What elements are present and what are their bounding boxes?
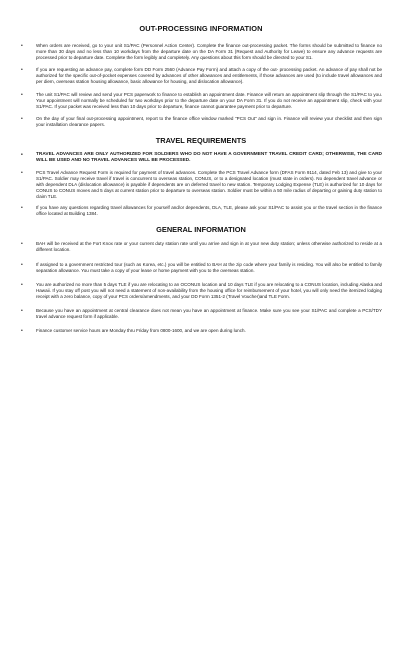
bullet-icon: • <box>21 307 23 314</box>
item-text: If you have any questions regarding travel allowances for yourself and/or dependents, DLA, TLE, please ask your S1/PAC to assist you or the travel section in the finance office located at Building 1384. <box>36 205 382 217</box>
section-heading: OUT-PROCESSING INFORMATION <box>139 24 263 33</box>
list-item <box>20 67 382 85</box>
item-text: BAH will be received at the Fort Knox rate or your current duty station rate until you arrive and sign in at your new duty station; unless otherwise authorized to reside at a different location. <box>36 241 382 253</box>
item-text: Finance customer service hours are Monday thru Friday from 0800-1600, and we are open during lunch. <box>36 328 246 334</box>
bullet-icon: • <box>21 241 23 248</box>
item-text: If you are requesting an advance pay, complete form DD Form 2560 (Advance Pay Form) and attach a copy of the out- processing packet. An advance of pay shall not be authorized for the specific out-of-pocket expenses covered by advances of other allowances and entitlements, if those advances are used (to include travel allowances and per diem, overseas station housing allowance, basic allowance for housing, and dislocation allowance). <box>36 67 382 85</box>
bullet-icon: • <box>21 67 23 74</box>
item-text: You are authorized no more than 5 days TLE if you are relocating to an OCONUS location and 10 days TLE if you are relocating to a CONUS location, including Alaska and Hawaii. If you stay off post you will not need a statement of non-availability from the housing office for reimbursement of your hotel, you will only need the itemized lodging receipt with a zero balance, copy of your PCS orders/amendments, and your DD Form 1351-2 (Travel Voucher)and TLE Form. <box>36 281 382 299</box>
section-heading: GENERAL INFORMATION <box>156 225 246 235</box>
list-item <box>20 170 382 200</box>
bullet-icon: • <box>21 152 23 159</box>
section-travel-requirements <box>20 136 382 217</box>
list-item <box>20 262 382 274</box>
bullet-icon: • <box>21 91 23 98</box>
section-general-information <box>20 225 382 334</box>
bullet-list <box>20 43 382 128</box>
bullet-icon: • <box>21 43 23 49</box>
list-item <box>20 282 382 300</box>
list-item <box>20 116 382 128</box>
list-item <box>20 205 382 217</box>
bullet-icon: • <box>21 261 23 268</box>
bullet-icon: • <box>21 281 23 288</box>
list-item <box>20 92 382 110</box>
bullet-icon: • <box>21 328 23 335</box>
item-text: PCS Travel Advance Request Form is required for payment of travel advances. Complete the PCS Travel Advance form (DFAS Form 9114, dated Feb 13) and give to your S1/PAC. Soldier may receive travel if travel is concurrent to overseas station, CONUS, or to a designated location (must state in orders). No dependent travel advance or with dependent DLA (dislocation allowance) is payable if dependents are on deferred travel to new station. Temporary Lodging Expense (TLE) is authorized for 10 days for CONUS to CONUS moves and 5 days at current station prior to departure to overseas station. Soldier must be within a 50 mile radius of departing or gaining duty station to claim TLE. <box>36 169 382 199</box>
item-text: On the day of your final out-processing appointment, report to the finance office window marked "PCS Out" and sign in. Finance will review your checklist and then sign your installation clearance papers. <box>36 116 382 128</box>
item-text: TRAVEL ADVANCES ARE ONLY AUTHORIZED FOR SOLDIERS WHO DO NOT HAVE A GOVERNMENT TRAVEL CREDIT CARD; OTHERWISE, THE CARD WILL BE USED AND NO TRAVEL ADVANCES WILL BE PROCESSED. <box>36 152 382 164</box>
item-text: When orders are received, go to your unit S1/PAC (Personnel Action Center). Complete the finance out-processing packet. The forms should be submitted to finance no more than 30 days and no less than 10 workdays from the departure date on the DA Form 31 (Request and Authority for Leave) to ensure any advance requests are processed prior to departure date. Complete the form legibly and completely. Any questions about this form should be directed to your S1. <box>36 43 382 60</box>
section-out-processing <box>20 24 382 128</box>
bullet-list <box>20 152 382 217</box>
list-item <box>20 241 382 253</box>
bullet-list <box>20 241 382 334</box>
bullet-icon: • <box>21 205 23 212</box>
item-text: Because you have an appointment at central clearance does not mean you have an appointment at finance. Make sure you see your S1/PAC and complete a PCS/TDY travel advance request form if applicable. <box>36 307 382 319</box>
bullet-icon: • <box>21 169 23 176</box>
list-item <box>20 308 382 320</box>
item-text: If assigned to a government restricted tour (such as Korea, etc.) you will be entitled to BAH at the zip code where your family is residing. You will also be entitled to family separation allowance. You must take a copy of your lease or home payment with you to the overseas station. <box>36 261 382 273</box>
list-item <box>20 328 382 334</box>
list-item-warning <box>20 152 382 164</box>
item-text: The unit S1/PAC will review and send your PCS paperwork to finance to establish an appointment date. Finance will return an appointment slip through the S1/PAC to you. Your appointment will normally be scheduled for two workdays prior to the departure date on your DA Form 31. If you do not receive an appointment slip, check with your S1/PAC. If your packet was received less than 10 days prior to departure, finance cannot guarantee payment prior to departure. <box>36 91 382 109</box>
list-item <box>20 43 382 61</box>
bullet-icon: • <box>21 116 23 123</box>
section-heading: TRAVEL REQUIREMENTS <box>155 136 247 146</box>
